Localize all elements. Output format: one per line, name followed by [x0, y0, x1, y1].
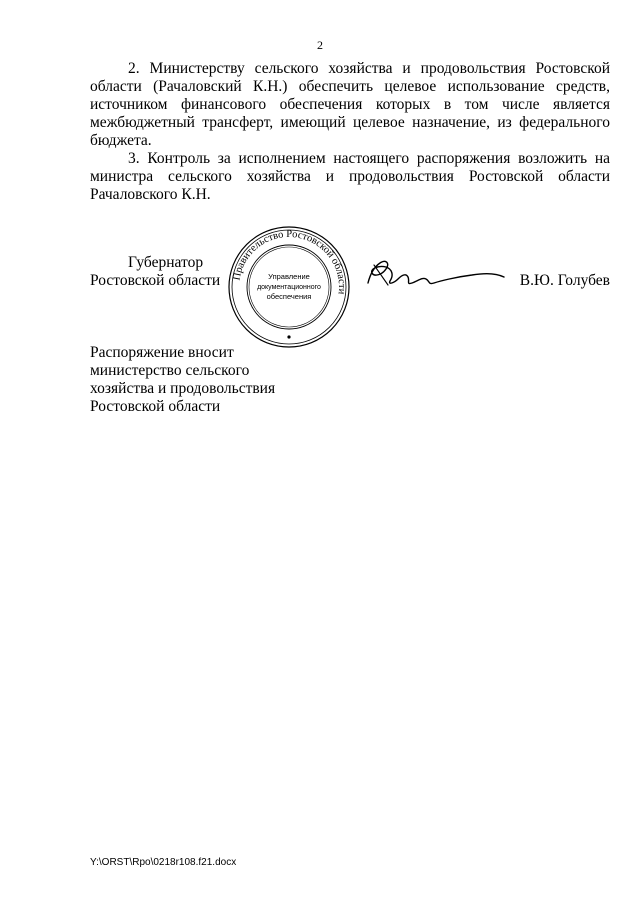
- governor-title-line2: Ростовской области: [90, 272, 221, 289]
- submitter-note: [90, 344, 275, 416]
- official-stamp: [227, 225, 351, 349]
- signer-name: В.Ю. Голубев: [519, 272, 610, 289]
- governor-title-line1: Губернатор: [128, 254, 204, 271]
- paragraph-2: 2. Министерству сельского хозяйства и продовольствия Ростовской области (Рачаловский К.Н.) обеспечить целевое использование средств, источником финансового обеспечения которых в том числе является межбюджетный трансферт, имеющий целевое назначение, из федерального бюджета.: [90, 60, 610, 149]
- stamp-outer-text: Правительство Ростовской области: [231, 228, 348, 295]
- submitter-line4: Ростовской области: [90, 398, 221, 415]
- document-body: [90, 60, 610, 204]
- paragraph-3: 3. Контроль за исполнением настоящего распоряжения возложить на министра сельского хозяйства и продовольствия Ростовской области Рачаловского К.Н.: [90, 150, 610, 203]
- stamp-inner-line2: документационного: [257, 284, 321, 291]
- stamp-inner-line1: Управление: [268, 272, 310, 281]
- page-number: 2: [317, 38, 323, 52]
- handwritten-signature-icon: [360, 255, 510, 295]
- submitter-line3: хозяйства и продовольствия: [90, 380, 276, 397]
- file-path: Y:\ORST\Rpo\0218r108.f21.docx: [90, 857, 237, 868]
- submitter-line2: министерство сельского: [90, 362, 250, 379]
- submitter-line1: Распоряжение вносит: [90, 344, 234, 361]
- governor-title: [90, 254, 220, 290]
- stamp-inner-line3: обеспечения: [266, 292, 312, 301]
- signature-block: [90, 225, 610, 345]
